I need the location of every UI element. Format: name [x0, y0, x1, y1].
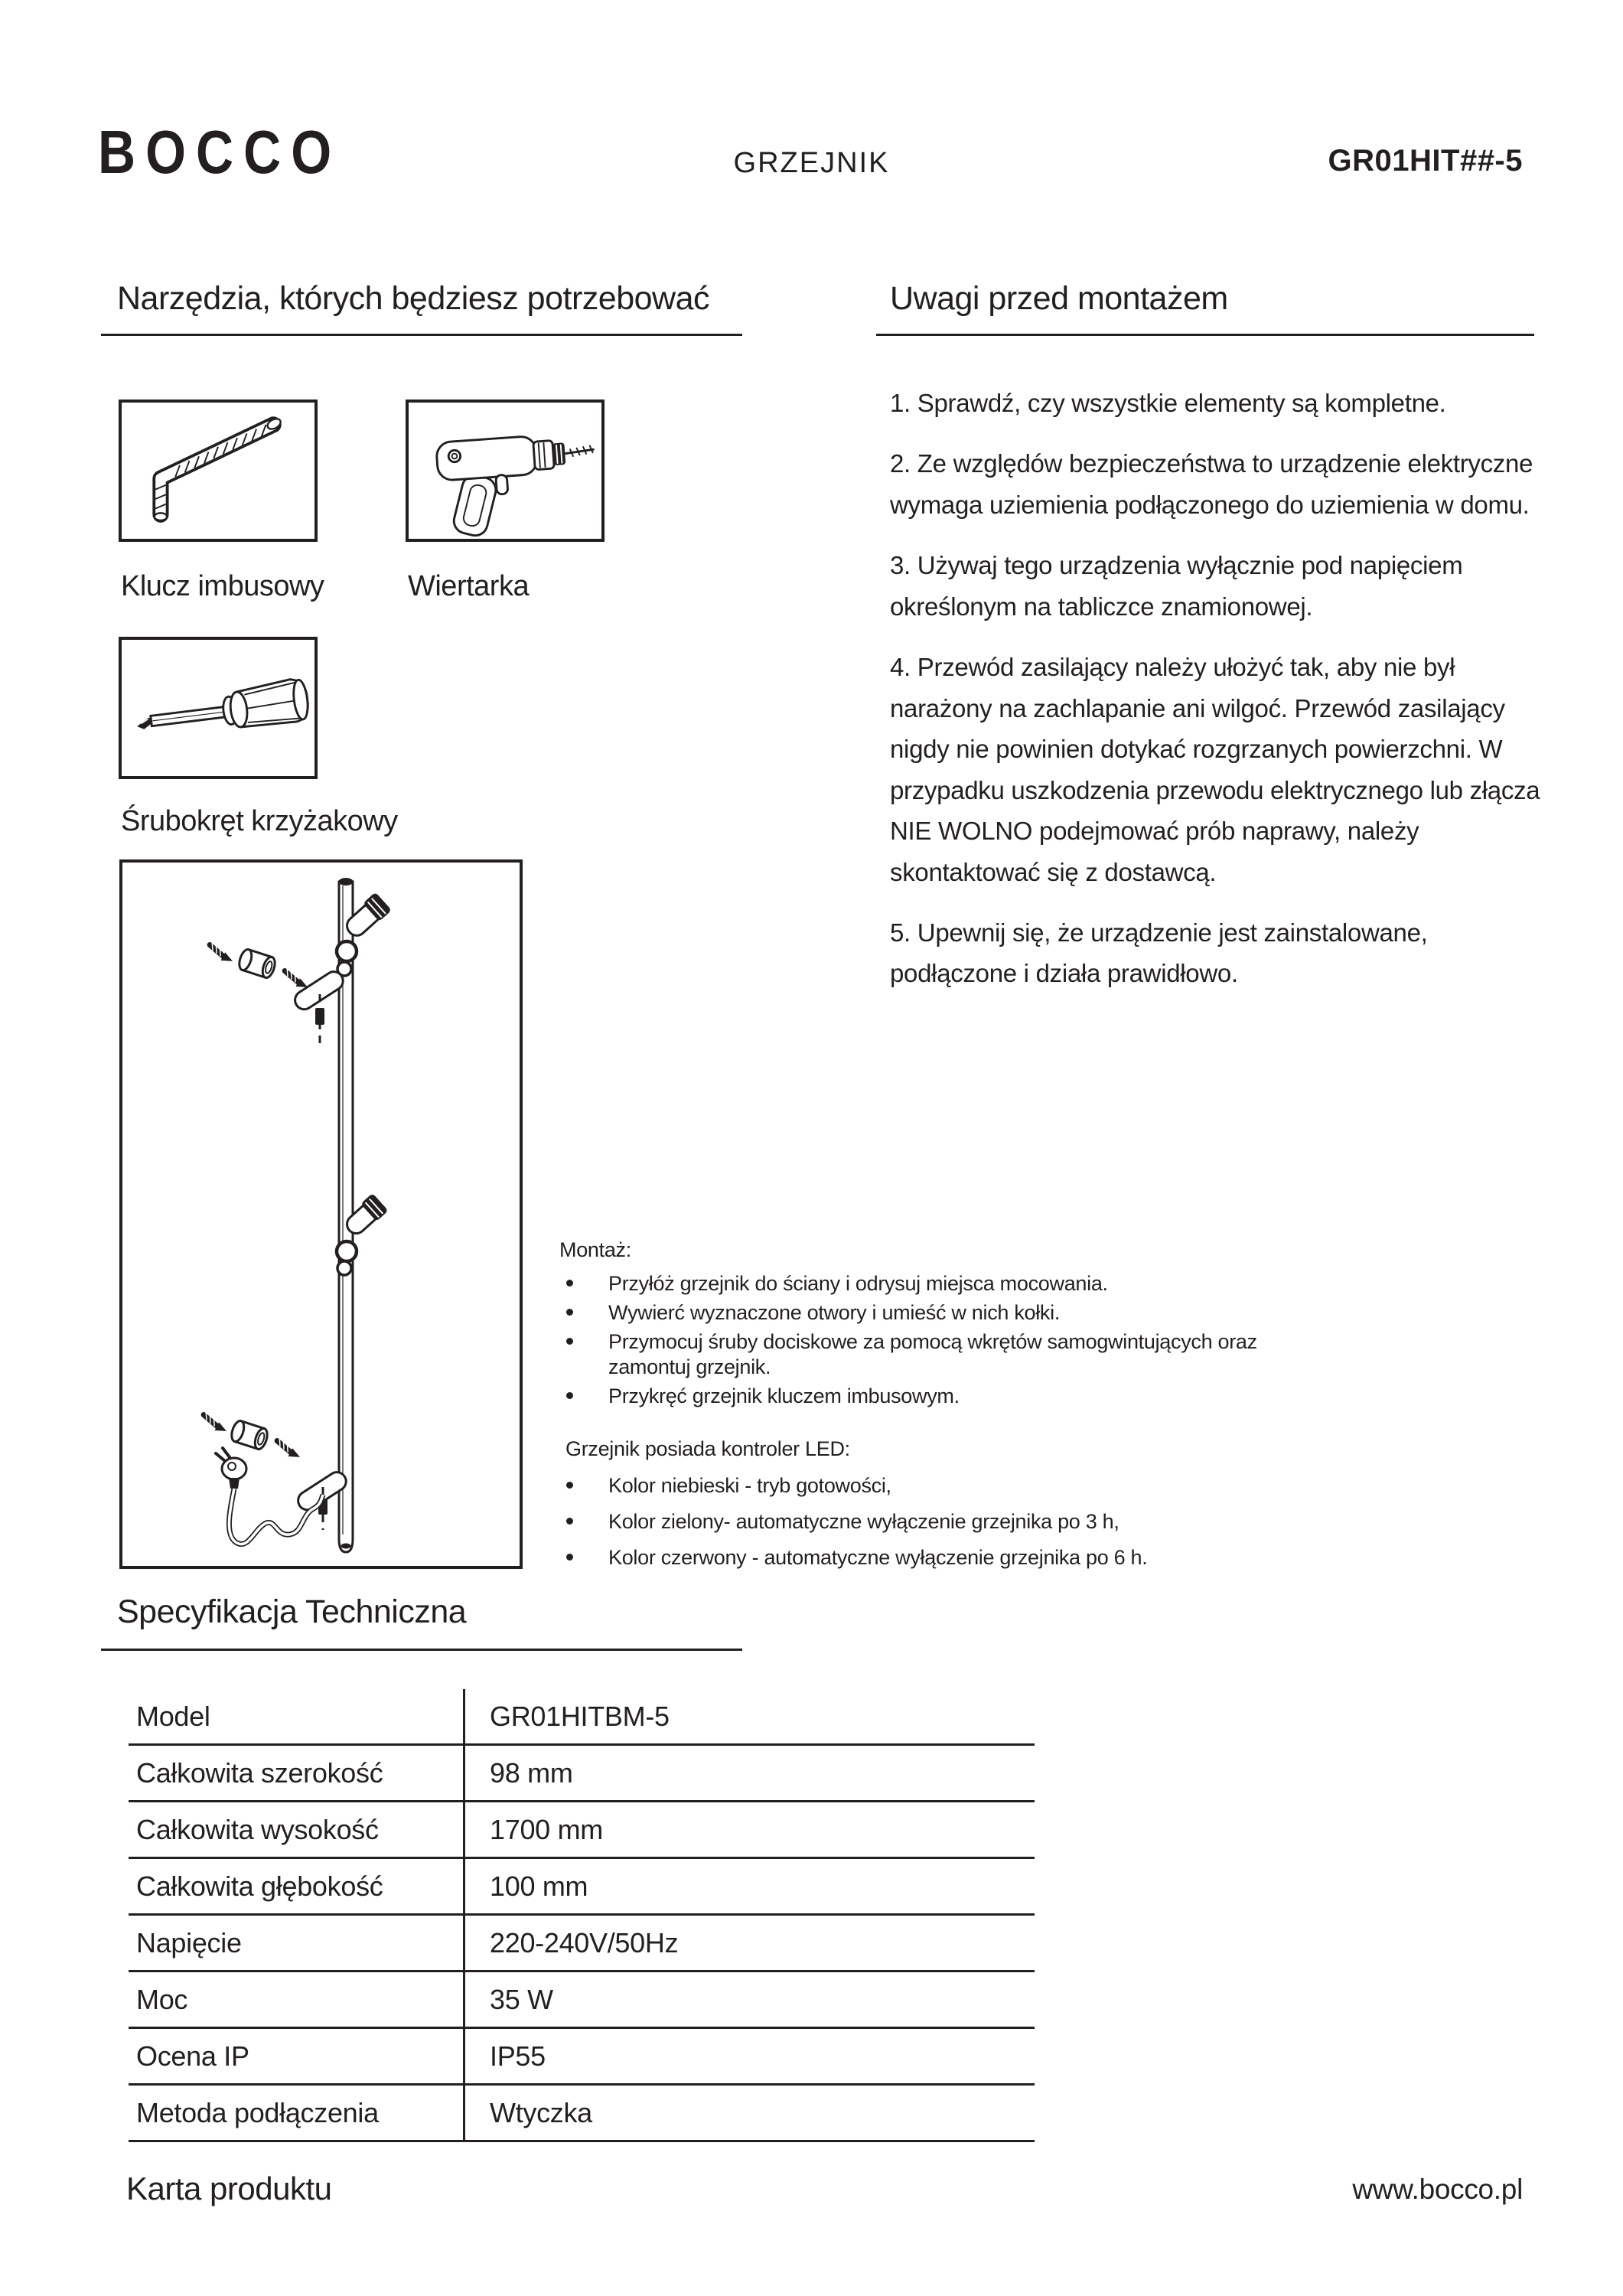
radiator-diagram-box [119, 859, 523, 1569]
product-code: GR01HIT##-5 [1328, 144, 1523, 178]
tool-box-allen-key [119, 400, 318, 542]
bullet-dot-icon [566, 1554, 573, 1561]
notes-heading-rule [876, 334, 1534, 336]
assembly-step: Przykręć grzejnik kluczem imbusowym. [555, 1384, 1282, 1409]
spec-label: Ocena IP [136, 2040, 249, 2072]
led-modes-list [555, 1473, 1282, 1570]
tool-label-allen-key: Klucz imbusowy [121, 570, 324, 602]
drill-icon [409, 403, 601, 539]
assembly-step: Wywierć wyznaczone otwory i umieść w nich kołki. [555, 1300, 1282, 1326]
spec-heading-rule [101, 1649, 742, 1651]
notes-list [876, 383, 1543, 1014]
note-item: 2. Ze względów bezpieczeństwa to urządzenie elektryczne wymaga uziemienia podłączonego do uziemienia w domu. [890, 449, 1533, 519]
table-row [129, 1802, 1035, 1859]
note-item: 5. Upewnij się, że urządzenie jest zainstalowane, podłączone i działa prawidłowo. [890, 918, 1428, 988]
notes-section-heading: Uwagi przed montażem [890, 280, 1228, 317]
tool-label-drill: Wiertarka [408, 570, 530, 602]
spec-label: Napięcie [136, 1926, 242, 1958]
assembly-step: Przyłóż grzejnik do ściany i odrysuj miejsca mocowania. [555, 1271, 1282, 1296]
table-row [129, 2086, 1035, 2142]
spec-label: Moc [136, 1983, 188, 2015]
document-type-title: GRZEJNIK [733, 147, 890, 179]
spec-value: 35 W [490, 1983, 553, 2015]
brand-logo [98, 118, 342, 187]
spec-value: GR01HITBM-5 [490, 1700, 670, 1732]
spec-value: 98 mm [490, 1756, 573, 1789]
tool-label-screwdriver: Śrubokręt krzyżakowy [121, 805, 398, 837]
allen-key-icon [122, 403, 314, 539]
assembly-title: Montaż: [559, 1238, 631, 1261]
bullet-dot-icon [566, 1280, 573, 1287]
led-mode-item: Kolor niebieski - tryb gotowości, [555, 1473, 1282, 1499]
led-mode-item: Kolor czerwony - automatyczne wyłączenie grzejnika po 6 h. [555, 1545, 1282, 1570]
led-title: Grzejnik posiada kontroler LED: [565, 1437, 850, 1460]
spec-label: Całkowita szerokość [136, 1756, 383, 1789]
bullet-dot-icon [566, 1518, 573, 1525]
brand-logo-text: BOCCO [98, 118, 342, 187]
note-item: 4. Przewód zasilający należy ułożyć tak, aby nie był narażony na zachlapanie ani wilgoć. Przewód zasilający nigdy nie powinien dotykać rozgrzanych powierzchni. W przypadku uszkodzenia przewodu elektrycznego lub złącza NIE WOLNO podejmować prób naprawy, należy skontaktować się z dostawcą. [890, 653, 1540, 886]
table-row [129, 1916, 1035, 1972]
table-row [129, 1689, 1035, 1746]
spec-table-divider [463, 1689, 465, 2142]
table-row [129, 1746, 1035, 1802]
assembly-steps-list [555, 1271, 1282, 1409]
radiator-wall-mounting-diagram [122, 863, 520, 1566]
spec-label: Całkowita wysokość [136, 1813, 379, 1845]
bullet-dot-icon [566, 1482, 573, 1489]
assembly-step: Przymocuj śruby dociskowe za pomocą wkrętów samogwintujących oraz zamontuj grzejnik. [555, 1329, 1282, 1380]
note-item: 1. Sprawdź, czy wszystkie elementy są kompletne. [890, 389, 1446, 417]
spec-value: 1700 mm [490, 1813, 603, 1845]
bullet-dot-icon [566, 1309, 573, 1316]
tools-section-heading: Narzędzia, których będziesz potrzebować [117, 280, 709, 317]
table-row [129, 2029, 1035, 2086]
footer-document-type: Karta produktu [126, 2170, 332, 2206]
table-row [129, 1972, 1035, 2029]
spec-value: IP55 [490, 2040, 546, 2072]
spec-value: 220-240V/50Hz [490, 1926, 679, 1958]
note-item: 3. Używaj tego urządzenia wyłącznie pod napięciem określonym na tabliczce znamionowej. [890, 551, 1463, 621]
spec-label: Całkowita głębokość [136, 1870, 383, 1902]
phillips-screwdriver-icon [122, 640, 314, 776]
spec-value: 100 mm [490, 1870, 588, 1902]
spec-label: Metoda podłączenia [136, 2096, 379, 2128]
tool-box-drill [406, 400, 605, 542]
led-controller-info [555, 1437, 1282, 1581]
spec-section-heading: Specyfikacja Techniczna [117, 1593, 467, 1630]
bullet-dot-icon [566, 1392, 573, 1399]
tool-box-screwdriver [119, 637, 318, 779]
spec-label: Model [136, 1700, 210, 1732]
bullet-dot-icon [566, 1338, 573, 1345]
assembly-instructions [555, 1238, 1282, 1413]
table-row [129, 1859, 1035, 1916]
spec-table [129, 1689, 1035, 2142]
tools-heading-rule [101, 334, 742, 336]
led-mode-item: Kolor zielony- automatyczne wyłączenie grzejnika po 3 h, [555, 1509, 1282, 1534]
spec-value: Wtyczka [490, 2096, 592, 2128]
footer-website-url: www.bocco.pl [1352, 2174, 1523, 2205]
